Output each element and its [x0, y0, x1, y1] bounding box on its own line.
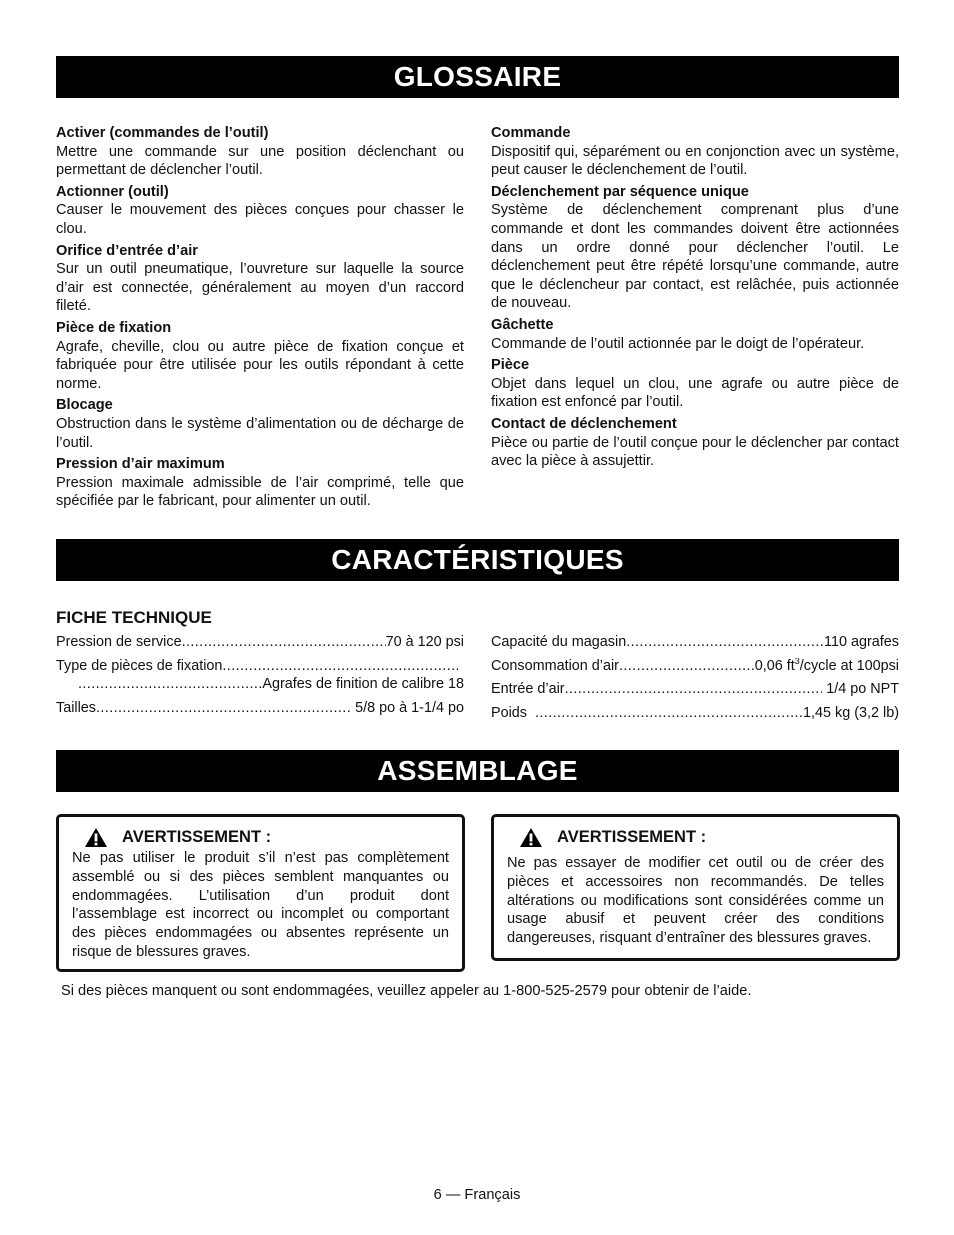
spec-value-superscript: 3 — [794, 657, 800, 666]
spec-label: Tailles — [56, 699, 96, 716]
glossary-term: Actionner (outil) — [56, 183, 169, 200]
spec-right-column — [491, 634, 899, 728]
glossary-entry — [491, 415, 899, 471]
warning-header — [507, 827, 884, 848]
dot-leader — [96, 700, 351, 716]
glossary-entry — [491, 124, 899, 180]
spec-row — [56, 700, 464, 724]
spec-value — [755, 658, 899, 674]
spec-row — [56, 634, 464, 658]
spec-value: 1/4 po NPT — [822, 681, 899, 697]
dot-leader — [535, 705, 803, 721]
help-phone-text: Si des pièces manquent ou sont endommagées, veuillez appeler au 1-800-525-2579 pour obtenir de l’aide. — [61, 983, 752, 999]
glossary-entry — [56, 396, 464, 452]
glossary-definition: Causer le mouvement des pièces conçues pour chasser le clou. — [56, 202, 464, 237]
caracteristiques-banner: CARACTÉRISTIQUES — [56, 539, 899, 581]
spec-row — [491, 634, 899, 658]
glossary-definition: Agrafe, cheville, clou ou autre pièce de fixation conçue et fabriquée pour être utilisée pour les outils répondant à cette norme. — [56, 338, 464, 392]
glossary-definition: Mettre une commande sur une position déclenchant ou permettant de déclencher l’outil. — [56, 143, 464, 179]
warning-box — [56, 814, 465, 972]
spec-value: 5/8 po à 1-1/4 po — [351, 699, 464, 716]
warning-heading: AVERTISSEMENT : — [557, 828, 707, 847]
warning-triangle-icon — [84, 827, 108, 848]
glossary-definition: Obstruction dans le système d’alimentation ou de décharge de l’outil. — [56, 415, 464, 451]
spec-value: 1,45 kg (3,2 lb) — [803, 704, 899, 721]
glossary-term: Contact de déclenchement — [491, 415, 677, 432]
dot-leader — [565, 681, 823, 697]
glossary-term: Activer (commandes de l’outil) — [56, 125, 269, 141]
spec-value-suffix: /cycle at 100psi — [799, 657, 899, 674]
glossary-term: Commande — [491, 125, 571, 141]
glossary-entry — [56, 183, 464, 239]
spec-label: Capacité du magasin — [491, 634, 627, 650]
glossary-definition: Système de déclenchement comprenant plus d’une commande et dont les commandes doivent être actionnées dans un ordre donné pour déclencher l’outil. Le déclenchement peut être répété lorsqu’une commande, autre que le déclencheur par contact, est relâchée, puis actionnée de nouveau. — [491, 202, 899, 312]
spec-label: Entrée d’air — [491, 681, 565, 697]
glossary-right-column — [491, 124, 899, 474]
glossary-term: Pression d’air maximum — [56, 456, 225, 473]
dot-leader — [626, 634, 824, 650]
glossary-term: Gâchette — [491, 316, 554, 333]
spec-row — [491, 681, 899, 705]
page-footer: 6 — Français — [433, 1187, 521, 1203]
fiche-technique-heading: FICHE TECHNIQUE — [56, 608, 212, 627]
spec-label: Poids — [491, 704, 535, 721]
glossary-term: Pièce de fixation — [56, 319, 172, 336]
glossary-term: Blocage — [56, 397, 113, 414]
warning-text: Ne pas essayer de modifier cet outil ou de créer des pièces et accessoires non recommandés. De telles altérations ou modifications sont considérées comme un usage abusif et peuvent créer des conditions dangereuses, risquant d’entraîner des blessures graves. — [507, 855, 884, 947]
glossary-definition: Sur un outil pneumatique, l’ouvreture sur laquelle la source d’air est connectée, généralement au moyen d’un raccord fileté. — [56, 261, 464, 315]
glossary-entry — [491, 183, 899, 313]
dot-leader — [222, 658, 458, 674]
warning-heading: AVERTISSEMENT : — [122, 828, 272, 847]
glossary-entry — [56, 242, 464, 316]
glossary-left-column — [56, 124, 464, 514]
glossary-definition: Dispositif qui, séparément ou en conjonction avec un système, peut causer le déclenchement de l’outil. — [491, 143, 899, 179]
glossary-entry — [56, 455, 464, 511]
glossaire-banner: GLOSSAIRE — [56, 56, 899, 98]
spec-row — [491, 705, 899, 729]
spec-label: Pression de service — [56, 634, 182, 650]
glossary-entry — [56, 124, 464, 180]
warning-box — [491, 814, 900, 961]
dot-leader — [78, 676, 262, 692]
glossary-entry — [491, 356, 899, 412]
warning-triangle-icon — [519, 827, 543, 848]
spec-label: Type de pièces de fixation — [56, 657, 223, 674]
spec-value: 70 à 120 psi — [385, 634, 464, 650]
glossary-entry — [491, 316, 899, 353]
spec-value: Agrafes de finition de calibre 18 — [262, 676, 464, 692]
glossary-definition: Pièce ou partie de l’outil conçue pour le déclencher par contact avec la pièce à assujettir. — [491, 434, 899, 470]
spec-label: Consommation d’air — [491, 657, 619, 674]
glossary-term: Déclenchement par séquence unique — [491, 183, 749, 200]
dot-leader — [182, 634, 386, 650]
warning-text: Ne pas utiliser le produit s’il n’est pas complètement assemblé ou si des pièces semblent manquantes ou endommagées. L’utilisation d’un produit dont l’assemblage est incorrect ou incomplet ou comportant des pièces endommagées ou absentes représente un risque de blessures graves. — [72, 850, 449, 960]
spec-row — [491, 658, 899, 682]
warning-header — [72, 827, 449, 848]
spec-left-column — [56, 634, 464, 723]
spec-value: 110 agrafes — [824, 634, 899, 650]
spec-row-continuation — [56, 676, 464, 700]
glossary-definition: Objet dans lequel un clou, une agrafe ou autre pièce de fixation est enfoncé par l’outil. — [491, 375, 899, 411]
glossary-term: Orifice d’entrée d’air — [56, 242, 198, 259]
glossary-definition: Commande de l’outil actionnée par le doigt de l’opérateur. — [491, 335, 865, 352]
glossary-term: Pièce — [491, 357, 530, 374]
glossary-entry — [56, 319, 464, 393]
spec-value-main: 0,06 ft — [754, 657, 795, 674]
assemblage-banner: ASSEMBLAGE — [56, 750, 899, 792]
glossary-definition: Pression maximale admissible de l’air comprimé, telle que spécifiée par le fabricant, pour alimenter un outil. — [56, 474, 464, 510]
dot-leader — [619, 658, 755, 674]
